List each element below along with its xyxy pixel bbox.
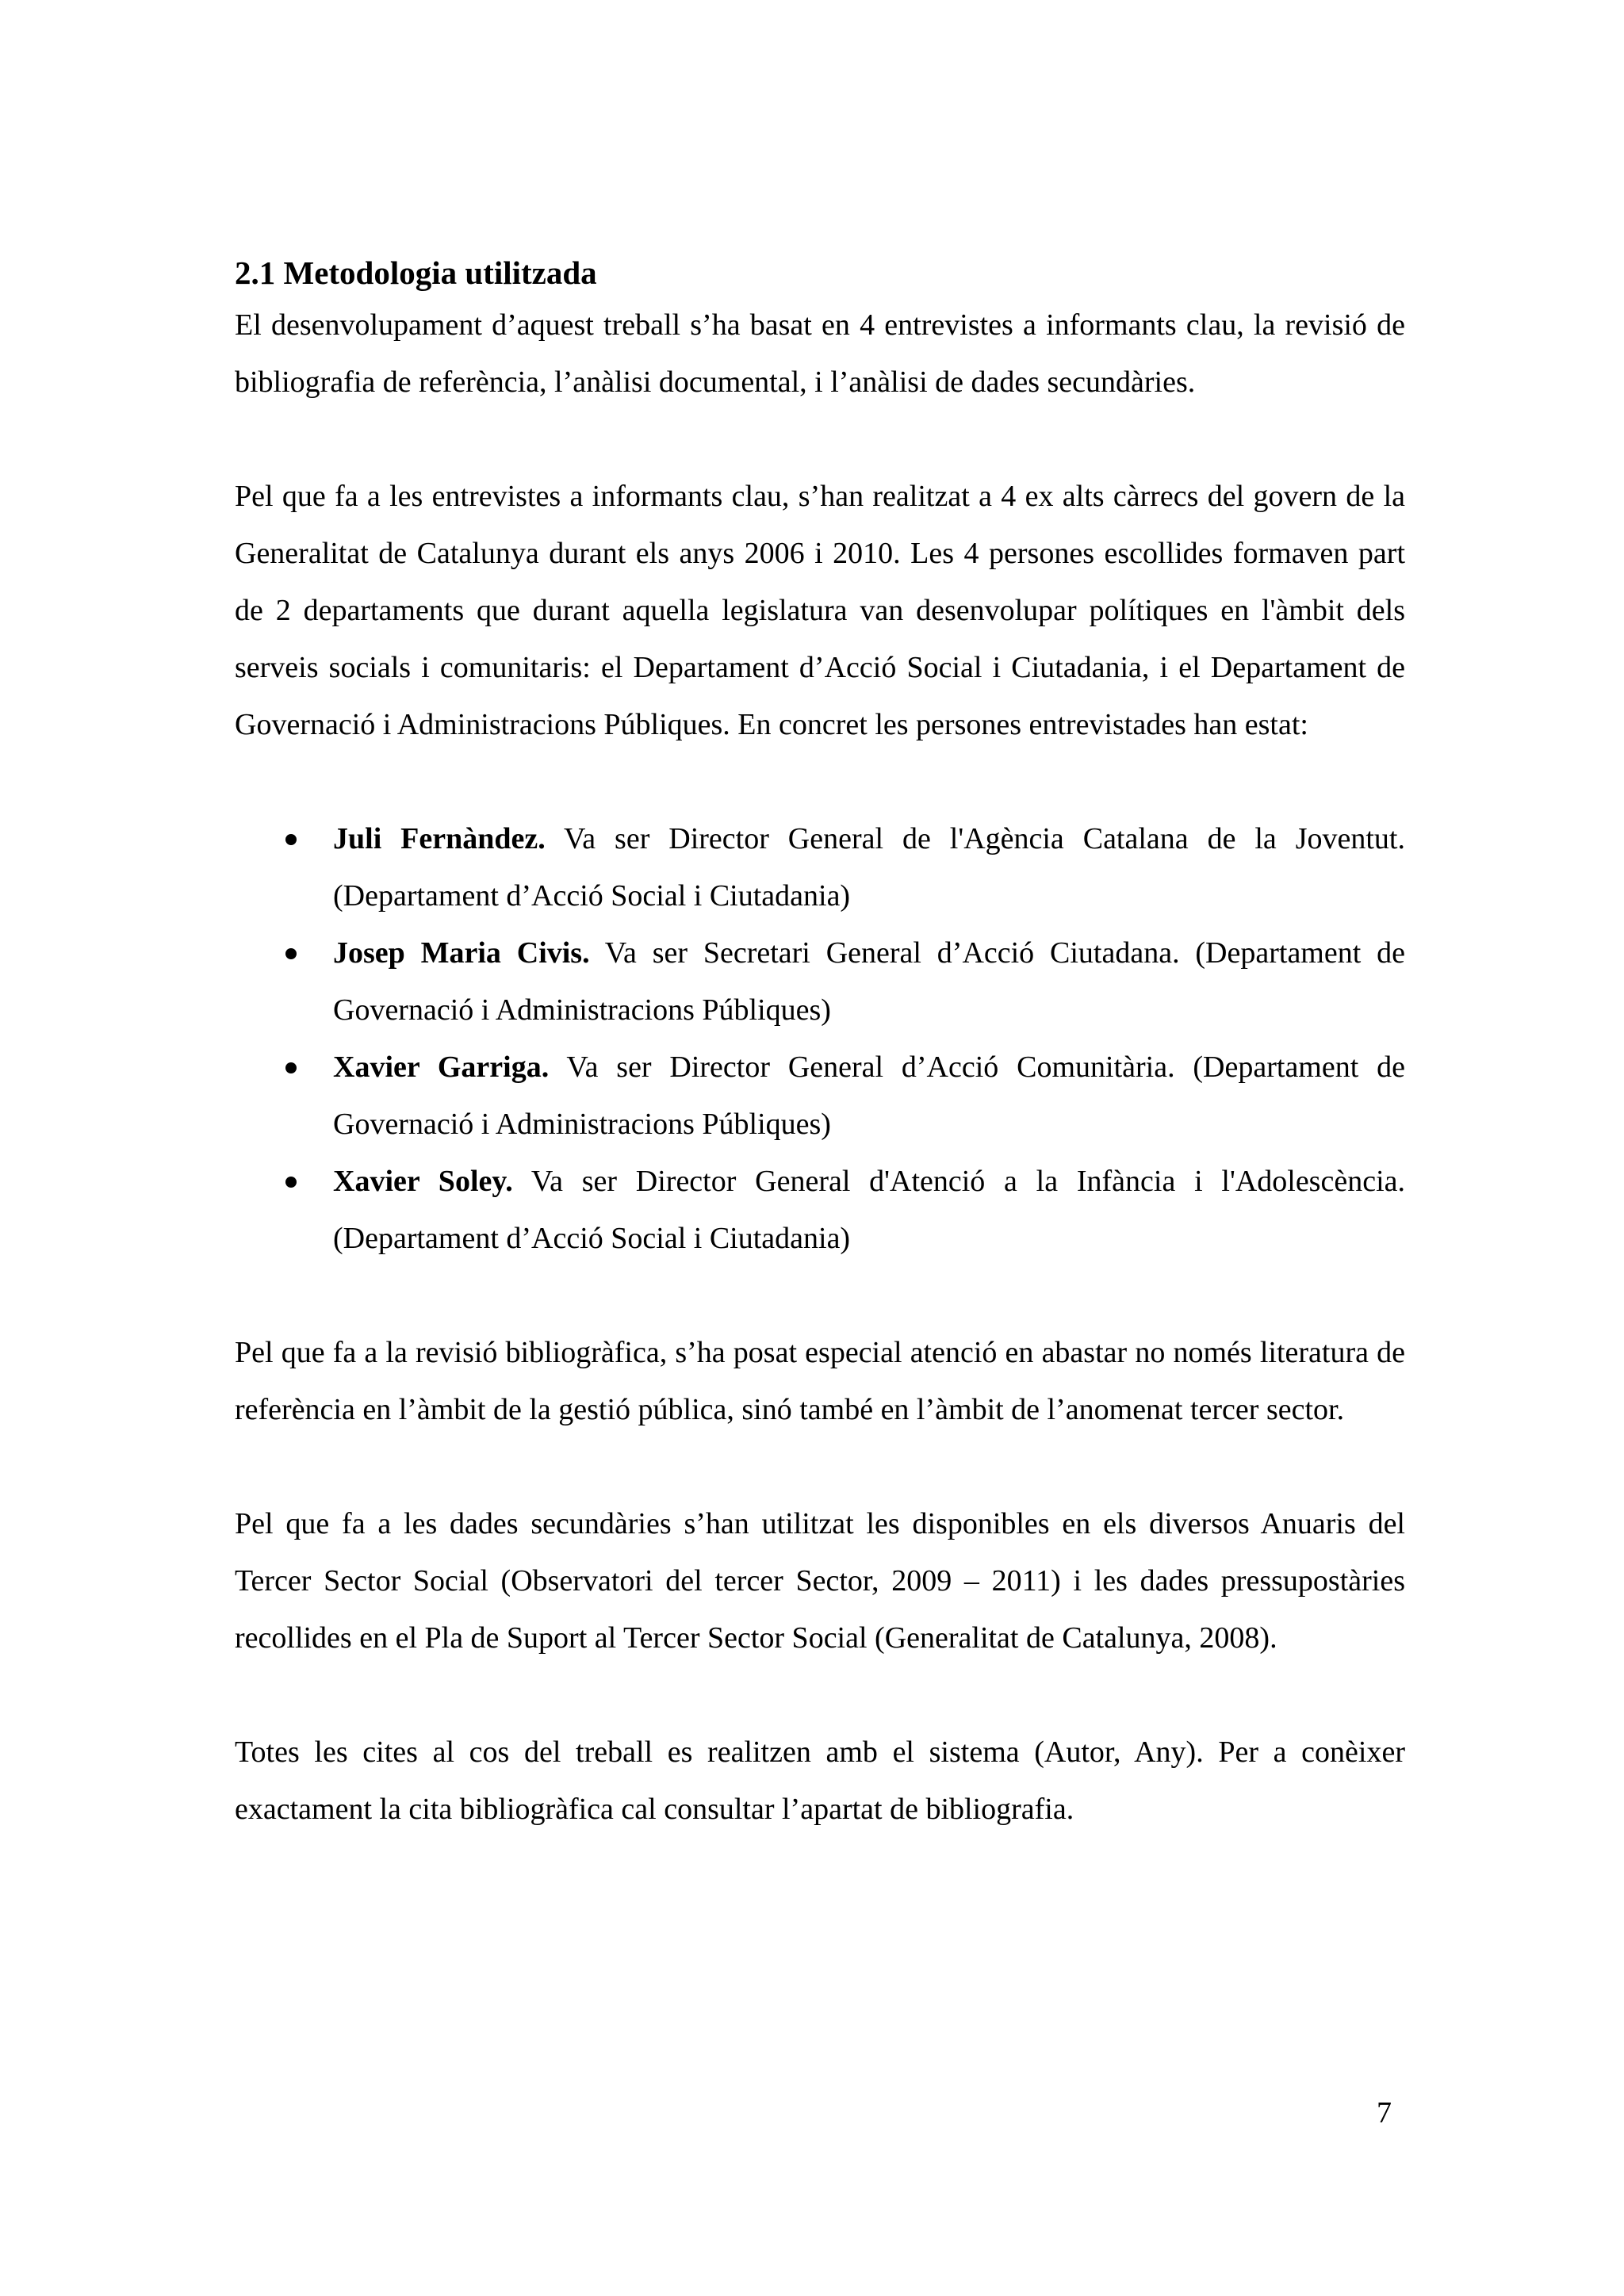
interviewee-description: Va ser Director General d’Acció Comunitària. (Departament de Governació i Administracions Públiques) — [333, 1050, 1405, 1141]
paragraph-secondary-data: Pel que fa a les dades secundàries s’han utilitzat les disponibles en els diversos Anuaris del Tercer Sector Social (Observatori del tercer Sector, 2009 – 2011) i les dades pressupostàries recollides en el Pla de Suport al Tercer Sector Social (Generalitat de Catalunya, 2008). — [235, 1507, 1405, 1655]
paragraph-interviews: Pel que fa a les entrevistes a informants clau, s’han realitzat a 4 ex alts càrrecs del govern de la Generalitat de Catalunya durant els anys 2006 i 2010. Les 4 persones escollides formaven part de 2 departaments que durant aquella legislatura van desenvolupar polítiques en l'àmbit dels serveis socials i comunitaris: el Departament d’Acció Social i Ciutadania, i el Departament de Governació i Administracions Públiques. En concret les persones entrevistades han estat: — [235, 480, 1405, 741]
paragraph-spacer — [235, 753, 1405, 810]
interviewee-description: Va ser Secretari General d’Acció Ciutadana. (Departament de Governació i Administracions Públiques) — [333, 936, 1405, 1027]
bullet-icon — [285, 834, 297, 845]
section-heading: 2.1 Metodologia utilitzada — [235, 254, 597, 291]
interviewee-item — [235, 810, 1405, 924]
interviewee-name: Xavier Garriga. — [333, 1050, 550, 1084]
interviewee-list — [235, 810, 1405, 1267]
interviewee-name: Xavier Soley. — [333, 1165, 513, 1198]
page-number: 7 — [1377, 2096, 1392, 2130]
interviewee-item — [235, 1153, 1405, 1267]
bullet-icon — [285, 948, 297, 959]
bullet-icon — [285, 1177, 297, 1188]
interviewee-description: Va ser Director General d'Atenció a la Infància i l'Adolescència. (Departament d’Acció Social i Ciutadania) — [333, 1165, 1405, 1255]
paragraph-spacer — [235, 1667, 1405, 1724]
interviewee-name: Juli Fernàndez. — [333, 822, 546, 855]
bullet-icon — [285, 1062, 297, 1073]
paragraph-bibliography-review: Pel que fa a la revisió bibliogràfica, s’ha posat especial atenció en abastar no només literatura de referència en l’àmbit de la gestió pública, sinó també en l’àmbit de l’anomenat tercer sector. — [235, 1336, 1405, 1426]
paragraph-citations: Totes les cites al cos del treball es realitzen amb el sistema (Autor, Any). Per a conèixer exactament la cita bibliogràfica cal consultar l’apartat de bibliografia. — [235, 1735, 1405, 1826]
interviewee-item — [235, 1039, 1405, 1153]
interviewee-name: Josep Maria Civis. — [333, 936, 590, 970]
paragraph-spacer — [235, 411, 1405, 468]
paragraph-methodology-intro: El desenvolupament d’aquest treball s’ha basat en 4 entrevistes a informants clau, la revisió de bibliografia de referència, l’anàlisi documental, i l’anàlisi de dades secundàries. — [235, 308, 1405, 399]
paragraph-spacer — [235, 1438, 1405, 1495]
interviewee-item — [235, 924, 1405, 1039]
document-page — [235, 249, 1405, 1838]
interviewee-description: Va ser Director General de l'Agència Catalana de la Joventut. (Departament d’Acció Social i Ciutadania) — [333, 822, 1405, 913]
paragraph-spacer — [235, 1267, 1405, 1324]
